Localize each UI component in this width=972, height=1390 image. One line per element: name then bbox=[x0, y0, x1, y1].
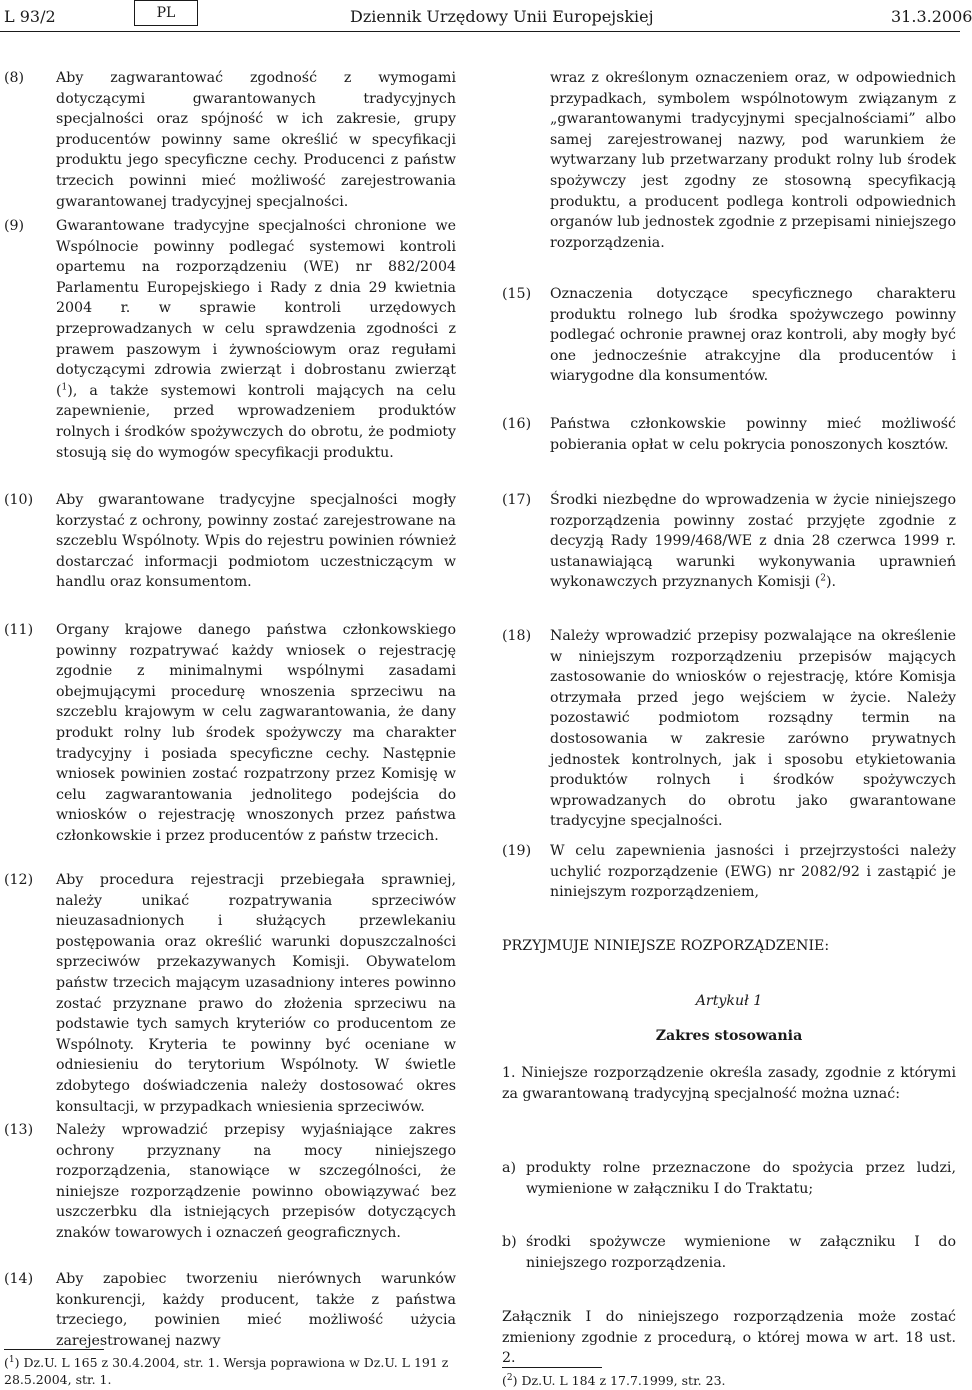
footnote-rule bbox=[502, 1367, 602, 1368]
recital-14-continued bbox=[502, 68, 956, 253]
recital-text: Organy krajowe danego państwa członkowskiego powinny rozpatrywać każdy wniosek o rejestrację zgodnie z minimalnymi wspólnymi zasadami obejmującymi procedurę wnoszenia sprzeciwu na szczeblu krajowym w celu zagwarantowania, że dany produkt rolny lub środek spożywczy ma charakter tradycyjny i posiada specyficzne cechy. Następnie wniosek powinien zostać rozpatrzony przez Komisję w celu zagwarantowania jednolitego podejścia do wniosków o rejestrację wnoszonych przez państwa członkowskie i przez producentów z państw trzecich. bbox=[56, 622, 456, 844]
recital-17 bbox=[502, 490, 956, 593]
recital-11 bbox=[4, 620, 456, 847]
recital-number: (8) bbox=[4, 70, 25, 86]
recital-16 bbox=[502, 414, 956, 455]
recital-9 bbox=[4, 216, 456, 463]
footnote-mark: 1 bbox=[8, 1354, 15, 1365]
recital-text: Należy wprowadzić przepisy wyjaśniające zakres ochrony przyznany na mocy niniejszego rozporządzenia, stanowiące w szczególności, że niniejsze rozporządzenie powinno obowiązywać bez uszczerbku dla istniejących przepisów dotyczących znaków towarowych i oznaczeń geograficznych. bbox=[56, 1122, 456, 1241]
recital-text: Aby gwarantowane tradycyjne specjalności mogły korzystać z ochrony, powinny zostać zarejestrowane na szczeblu Wspólnoty. Wpis do rejestru powinien również dostarczać informacji podmiotom uczestniczącym w handlu oraz konsumentom. bbox=[56, 492, 456, 591]
recital-text: Aby procedura rejestracji przebiegała sprawniej, należy unikać rozpatrywania sprzeciwów nieuzasadnionych i służących przewlekaniu postępowania oraz określić warunki dopuszczalności sprzeciwów przekazywanych Komisji. Obywatelom państw trzecich mającym uzasadniony interes powinno zostać przyznane prawo do złożenia sprzeciwu na podstawie tych samych kryteriów co producentom ze Wspólnoty. Kryteria te powinny być oceniane w odniesieniu do terytorium Wspólnoty. W świetle zdobytego doświadczenia należy dostosować okres konsultacji, w przypadkach wniesienia sprzeciwów. bbox=[56, 872, 456, 1115]
footnote-ref[interactable]: 1 bbox=[61, 382, 68, 393]
header-rule bbox=[0, 31, 960, 32]
recital-number: (15) bbox=[502, 286, 532, 302]
language-badge: PL bbox=[134, 0, 198, 26]
footnote-ref[interactable]: 2 bbox=[820, 573, 826, 584]
footnote-mark: 2 bbox=[506, 1372, 513, 1383]
footnote-rule bbox=[4, 1349, 104, 1350]
recital-13 bbox=[4, 1120, 456, 1244]
article-title: Zakres stosowania bbox=[655, 1028, 803, 1044]
recital-number: (19) bbox=[502, 843, 532, 859]
recital-14 bbox=[4, 1269, 456, 1351]
item-marker: a) bbox=[502, 1160, 516, 1176]
footnote-2: ($^2$) Dz.U. L 184 z 17.7.1999, str. 23. bbox=[502, 1372, 726, 1388]
article-paragraph-2: Załącznik I do niniejszego rozporządzenia może zostać zmieniony zgodnie z procedurą, o której mowa w art. 18 ust. 2. bbox=[502, 1309, 956, 1367]
journal-title: Dziennik Urzędowy Unii Europejskiej bbox=[350, 7, 654, 26]
page-reference: L 93/2 bbox=[4, 7, 56, 26]
item-text: środki spożywcze wymienione w załączniku I do niniejszego rozporządzenia. bbox=[526, 1234, 956, 1271]
recital-10 bbox=[4, 490, 456, 593]
recital-text: Państwa członkowskie powinny mieć możliwość pobierania opłat w celu pokrycia ponoszonych kosztów. bbox=[550, 416, 956, 453]
recital-number: (12) bbox=[4, 872, 34, 888]
recital-12 bbox=[4, 870, 456, 1117]
item-marker: b) bbox=[502, 1234, 517, 1250]
recital-18 bbox=[502, 626, 956, 832]
article-label: Artykuł 1 bbox=[695, 993, 763, 1009]
recital-text: Aby zagwarantować zgodność z wymogami dotyczącymi gwarantowanych tradycyjnych specjalności oraz spójność w ich zakresie, grupy producentów powinny same określić w specyfikacji produktu jego specyficzne cechy. Producenci z państw trzecich powinni mieć możliwość zarejestrowania gwarantowanej tradycyjnej specjalności. bbox=[56, 70, 456, 210]
footnote-text: Dz.U. L 184 z 17.7.1999, str. 23. bbox=[521, 1373, 726, 1388]
article-item-a bbox=[502, 1158, 956, 1199]
recital-number: (10) bbox=[4, 492, 34, 508]
recital-number: (16) bbox=[502, 416, 532, 432]
recital-number: (14) bbox=[4, 1271, 34, 1287]
recital-text: Gwarantowane tradycyjne specjalności chronione we Wspólnocie powinny podlegać systemowi kontroli opartemu na rozporządzeniu (WE) nr 882/2004 Parlamentu Europejskiego i Rady z dnia 29 kwietnia 2004 r. w sprawie kontroli urzędowych przeprowadzanych w celu sprawdzenia zgodności z prawem paszowym i żywnościowym oraz regułami dotyczącymi zdrowia zwierząt i dobrostanu zwierząt ($^1$), a także systemowi kontroli mających na celu zapewnienie, przed wprowadzeniem produktów rolnych i środków spożywczych do obrotu, że podmioty stosują się do wymogów specyfikacji produktu. bbox=[56, 218, 456, 461]
publication-date: 31.3.2006 bbox=[891, 7, 972, 26]
recital-number: (17) bbox=[502, 492, 532, 508]
item-text: produkty rolne przeznaczone do spożycia przez ludzi, wymienione w załączniku I do Traktatu; bbox=[526, 1160, 956, 1197]
recital-8 bbox=[4, 68, 456, 212]
article-item-b bbox=[502, 1232, 956, 1273]
footnote-1: ($^1$) Dz.U. L 165 z 30.4.2004, str. 1. Wersja poprawiona w Dz.U. L 191 z 28.5.2004, str. 1. bbox=[4, 1354, 449, 1387]
recital-text: Należy wprowadzić przepisy pozwalające na określenie w niniejszym rozporządzeniu przepisów mających zastosowanie do wniosków o rejestrację, które Komisja otrzymała przed jego wejściem w życie. Należy pozostawić podmiotom rozsądny termin na dostosowania w zakresie zarówno prywatnych jednostek kontrolnych, jak i sposobu etykietowania produktów rolnych i środków spożywczych wprowadzanych do obrotu jako gwarantowane tradycyjne specjalności. bbox=[550, 628, 956, 830]
article-paragraph-1: 1. Niniejsze rozporządzenie określa zasady, zgodnie z którymi za gwarantowaną tradycyjną specjalność można uznać: bbox=[502, 1065, 956, 1102]
footnote-text: Dz.U. L 165 z 30.4.2004, str. 1. Wersja poprawiona w Dz.U. L 191 z 28.5.2004, str. 1. bbox=[4, 1355, 449, 1387]
recital-number: (13) bbox=[4, 1122, 34, 1138]
recital-text: wraz z określonym oznaczeniem oraz, w odpowiednich przypadkach, symbolem wspólnotowym związanym z „gwarantowanymi tradycyjnymi specjalnościami” albo samej zarejestrowanej nazwy, pod warunkiem że wytwarzany lub przetwarzany produkt rolny lub środek spożywczy jest zgodny ze stosowną specyfikacją produktu, a producent podlega kontroli odpowiednich organów lub jednostek zgodnie z przepisami niniejszego rozporządzenia. bbox=[550, 70, 956, 251]
recital-text: Środki niezbędne do wprowadzenia w życie niniejszego rozporządzenia powinny zostać przyjęte zgodnie z decyzją Rady 1999/468/WE z dnia 28 czerwca 1999 r. ustanawiającą warunki wykonywania uprawnień wykonawczych przyznanych Komisji ($^2$). bbox=[550, 492, 956, 591]
recital-text: Aby zapobiec tworzeniu nierównych warunków konkurencji, każdy producent, także z państwa trzeciego, powinien mieć możliwość użycia zarejestrowanej nazwy bbox=[56, 1271, 456, 1349]
recital-text: W celu zapewnienia jasności i przejrzystości należy uchylić rozporządzenie (EWG) nr 2082/92 i zastąpić je niniejszym rozporządzeniem, bbox=[550, 843, 956, 901]
recital-number: (18) bbox=[502, 628, 532, 644]
enactment-formula: PRZYJMUJE NINIEJSZE ROZPORZĄDZENIE: bbox=[502, 938, 830, 954]
recital-text: Oznaczenia dotyczące specyficznego charakteru produktu rolnego lub środka spożywczego powinny podlegać ochronie prawnej oraz kontroli, aby mogły być one jednocześnie atrakcyjne dla producentów i wiarygodne dla konsumentów. bbox=[550, 286, 956, 385]
recital-number: (11) bbox=[4, 622, 34, 638]
recital-19 bbox=[502, 841, 956, 903]
recital-number: (9) bbox=[4, 218, 25, 234]
recital-15 bbox=[502, 284, 956, 387]
